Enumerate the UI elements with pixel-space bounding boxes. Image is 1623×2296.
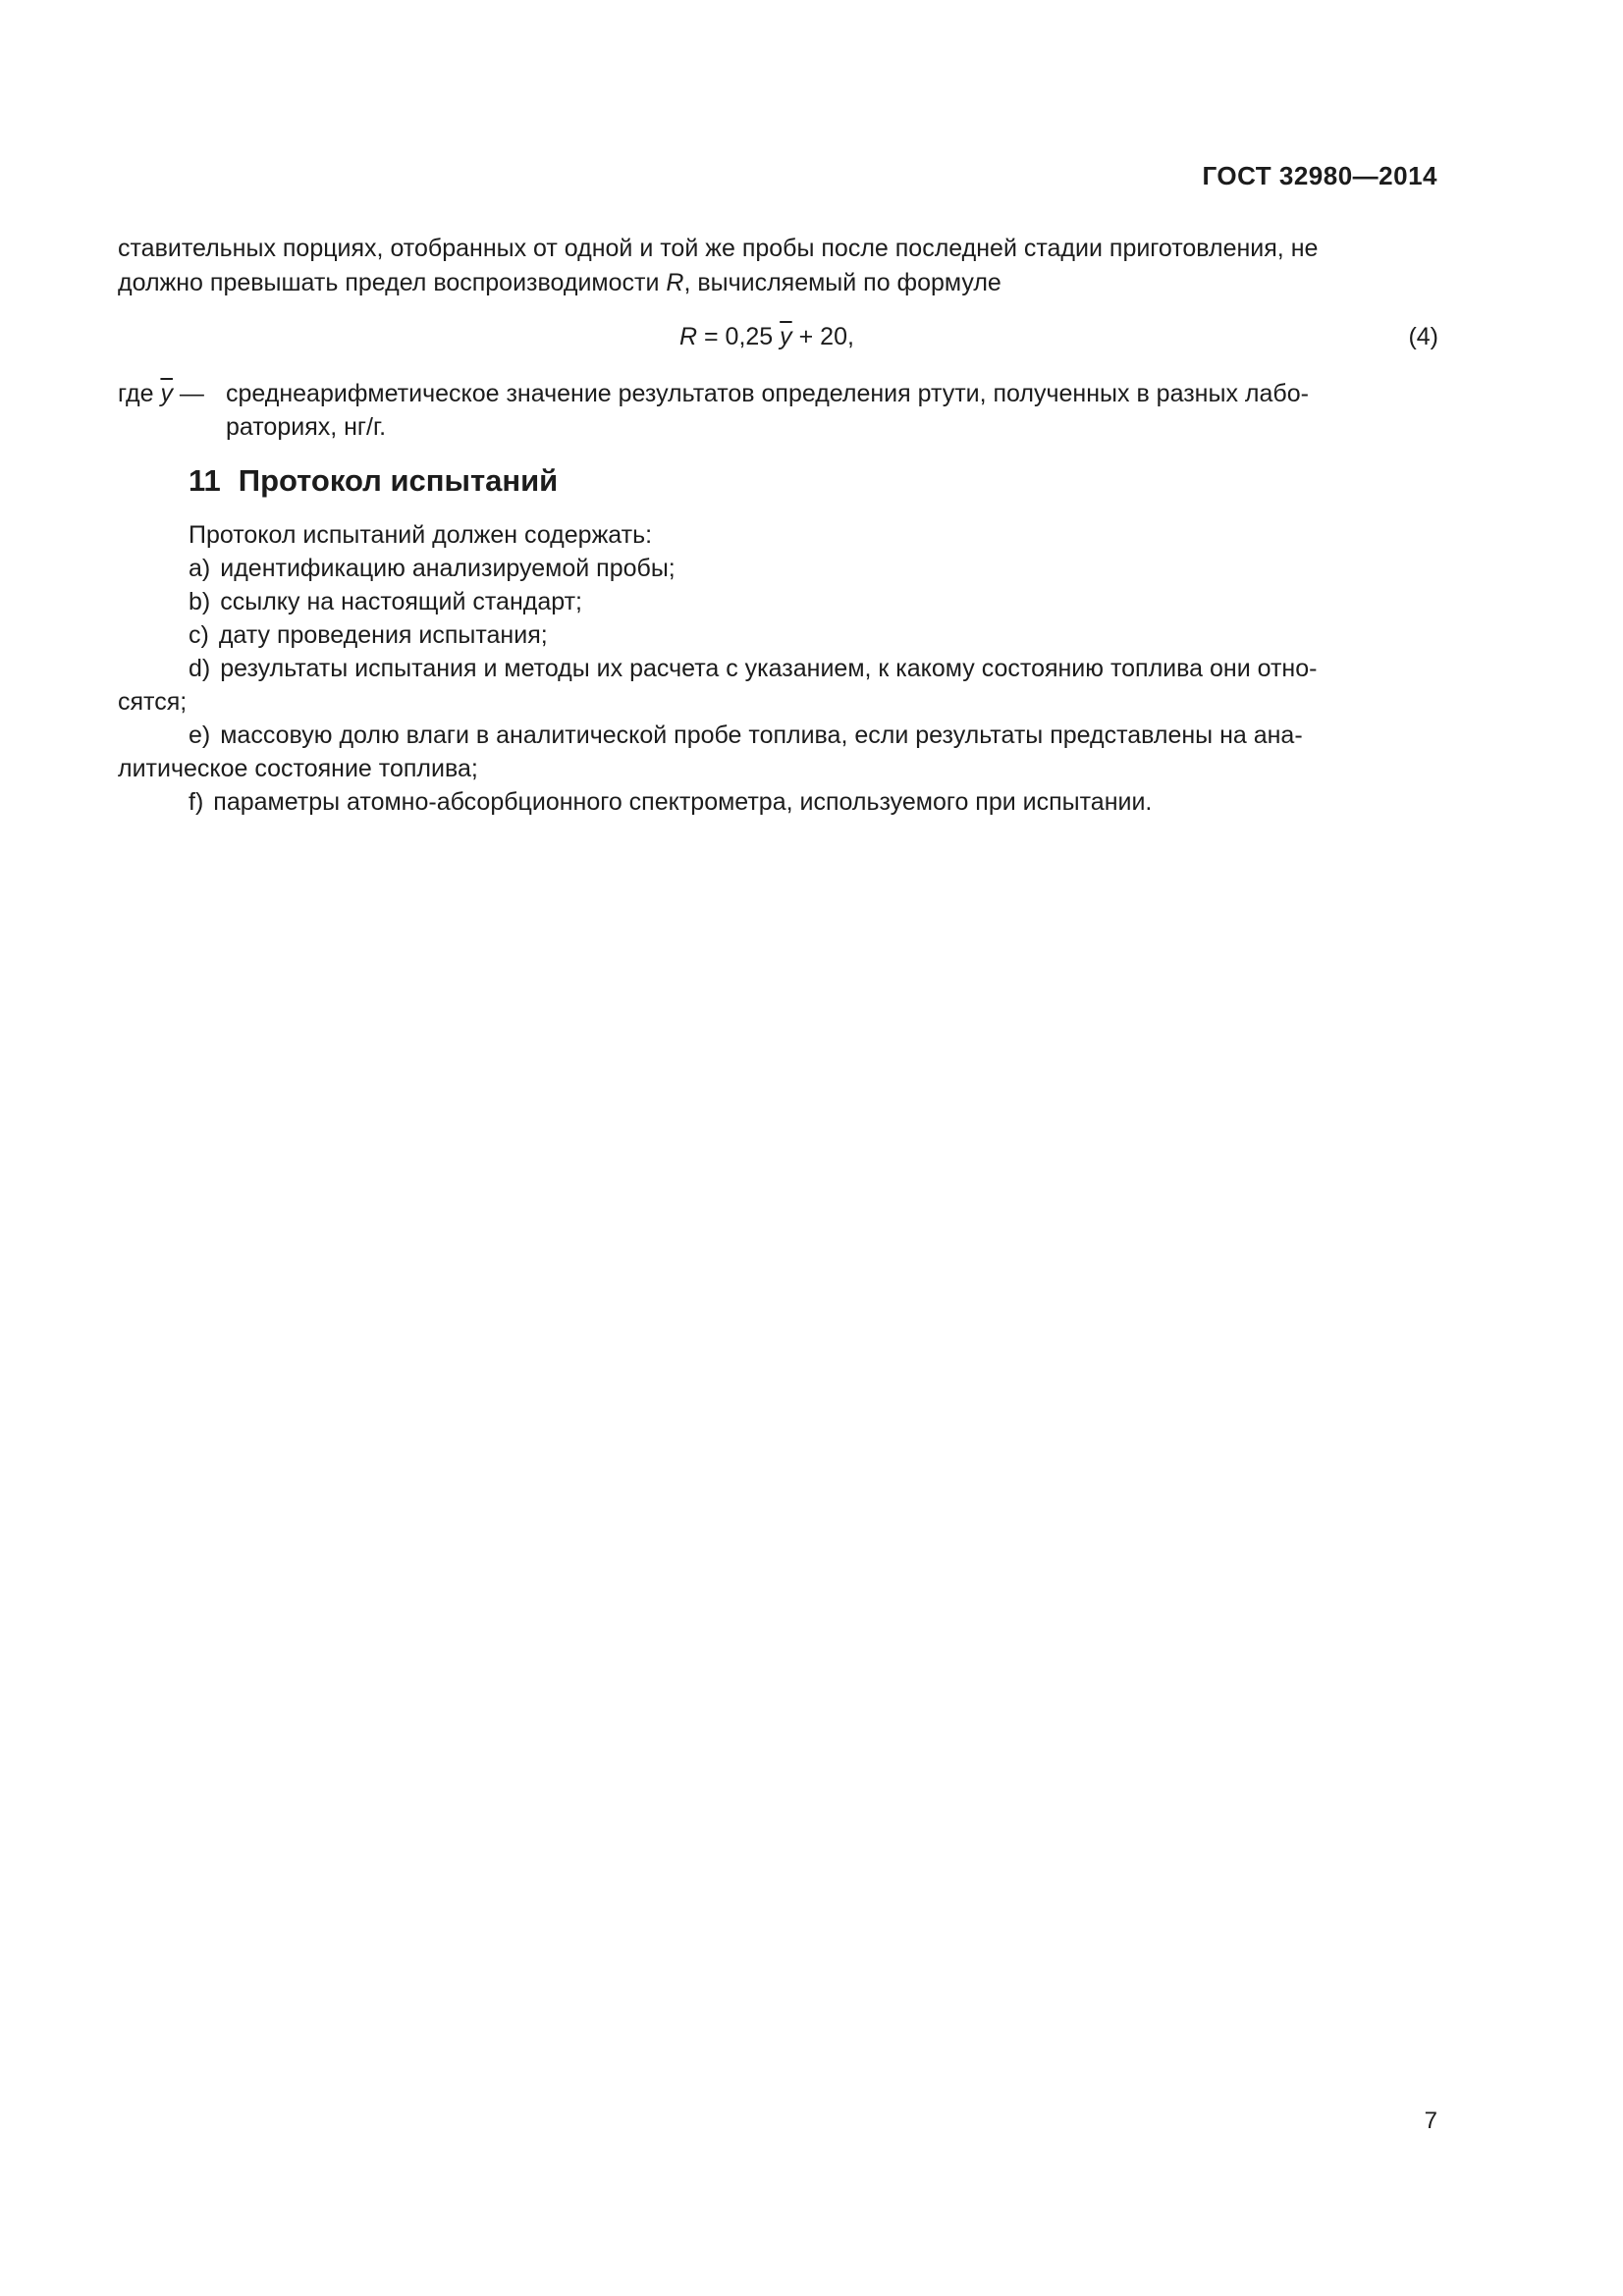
explanation-body bbox=[226, 377, 1438, 444]
continuation-paragraph bbox=[118, 232, 1438, 300]
list-item bbox=[118, 652, 1438, 685]
formula-expression bbox=[679, 319, 854, 354]
where-dash: — bbox=[172, 380, 204, 407]
list-item bbox=[118, 552, 1438, 585]
page-number: 7 bbox=[1424, 2108, 1437, 2134]
list-item-text: параметры атомно-абсорбционного спектрометра, используемого при испытании. bbox=[213, 788, 1153, 816]
formula-number: (4) bbox=[1408, 323, 1438, 350]
list-marker: d) bbox=[189, 655, 211, 682]
paragraph-line-2 bbox=[118, 266, 1438, 300]
formula-equals: = 0,25 bbox=[697, 323, 781, 350]
list-item-text: дату проведения испытания; bbox=[218, 621, 548, 649]
list-item-text: идентификацию анализируемой пробы; bbox=[220, 555, 676, 582]
list-marker: b) bbox=[189, 588, 211, 615]
explanation-lead bbox=[118, 377, 204, 410]
list-marker: e) bbox=[189, 721, 211, 749]
ybar-symbol: $\overline{y}$ bbox=[160, 380, 173, 407]
list-item bbox=[118, 719, 1438, 752]
list-item-continuation: сятся; bbox=[118, 688, 188, 716]
protocol-requirements bbox=[118, 518, 1438, 819]
list-item-text: массовую долю влаги в аналитической пробе топлива, если результаты представлены на ана- bbox=[220, 721, 1303, 749]
list-item bbox=[118, 585, 1438, 618]
section-heading bbox=[189, 463, 558, 499]
document-code: ГОСТ 32980—2014 bbox=[1202, 161, 1437, 190]
section-number: 11 bbox=[189, 463, 221, 498]
list-item bbox=[118, 618, 1438, 652]
list-marker: c) bbox=[189, 621, 209, 649]
list-intro: Протокол испытаний должен содержать: bbox=[189, 521, 653, 549]
formula-rhs: + 20, bbox=[791, 323, 854, 350]
list-item-text: результаты испытания и методы их расчета с указанием, к какому состоянию топлива они отно- bbox=[220, 655, 1318, 682]
section-title: Протокол испытаний bbox=[238, 463, 559, 498]
list-item bbox=[118, 785, 1438, 819]
paragraph-line-2-start: должно превышать предел воспроизводимости bbox=[118, 269, 667, 296]
explanation-line-1: среднеарифметическое значение результатов определения ртути, полученных в разных лабо- bbox=[226, 380, 1309, 407]
list-item-text: ссылку на настоящий стандарт; bbox=[220, 588, 582, 615]
reproducibility-symbol: R bbox=[666, 269, 684, 296]
where-prefix: где bbox=[118, 380, 161, 407]
formula-block bbox=[118, 319, 1438, 354]
explanation-line-2: раториях, нг/г. bbox=[226, 413, 387, 441]
formula-lhs: R bbox=[679, 323, 698, 350]
list-marker: f) bbox=[189, 788, 204, 816]
paragraph-line-2-end: , вычисляемый по формуле bbox=[683, 269, 1001, 296]
symbol-explanation bbox=[118, 377, 1438, 444]
list-item-continuation: литическое состояние топлива; bbox=[118, 755, 478, 782]
paragraph-line-1: ставительных порциях, отобранных от одной и той же пробы после последней стадии приготовления, не bbox=[118, 235, 1319, 262]
list-marker: a) bbox=[189, 555, 211, 582]
formula-ybar: $\overline{y}$ bbox=[780, 323, 792, 350]
